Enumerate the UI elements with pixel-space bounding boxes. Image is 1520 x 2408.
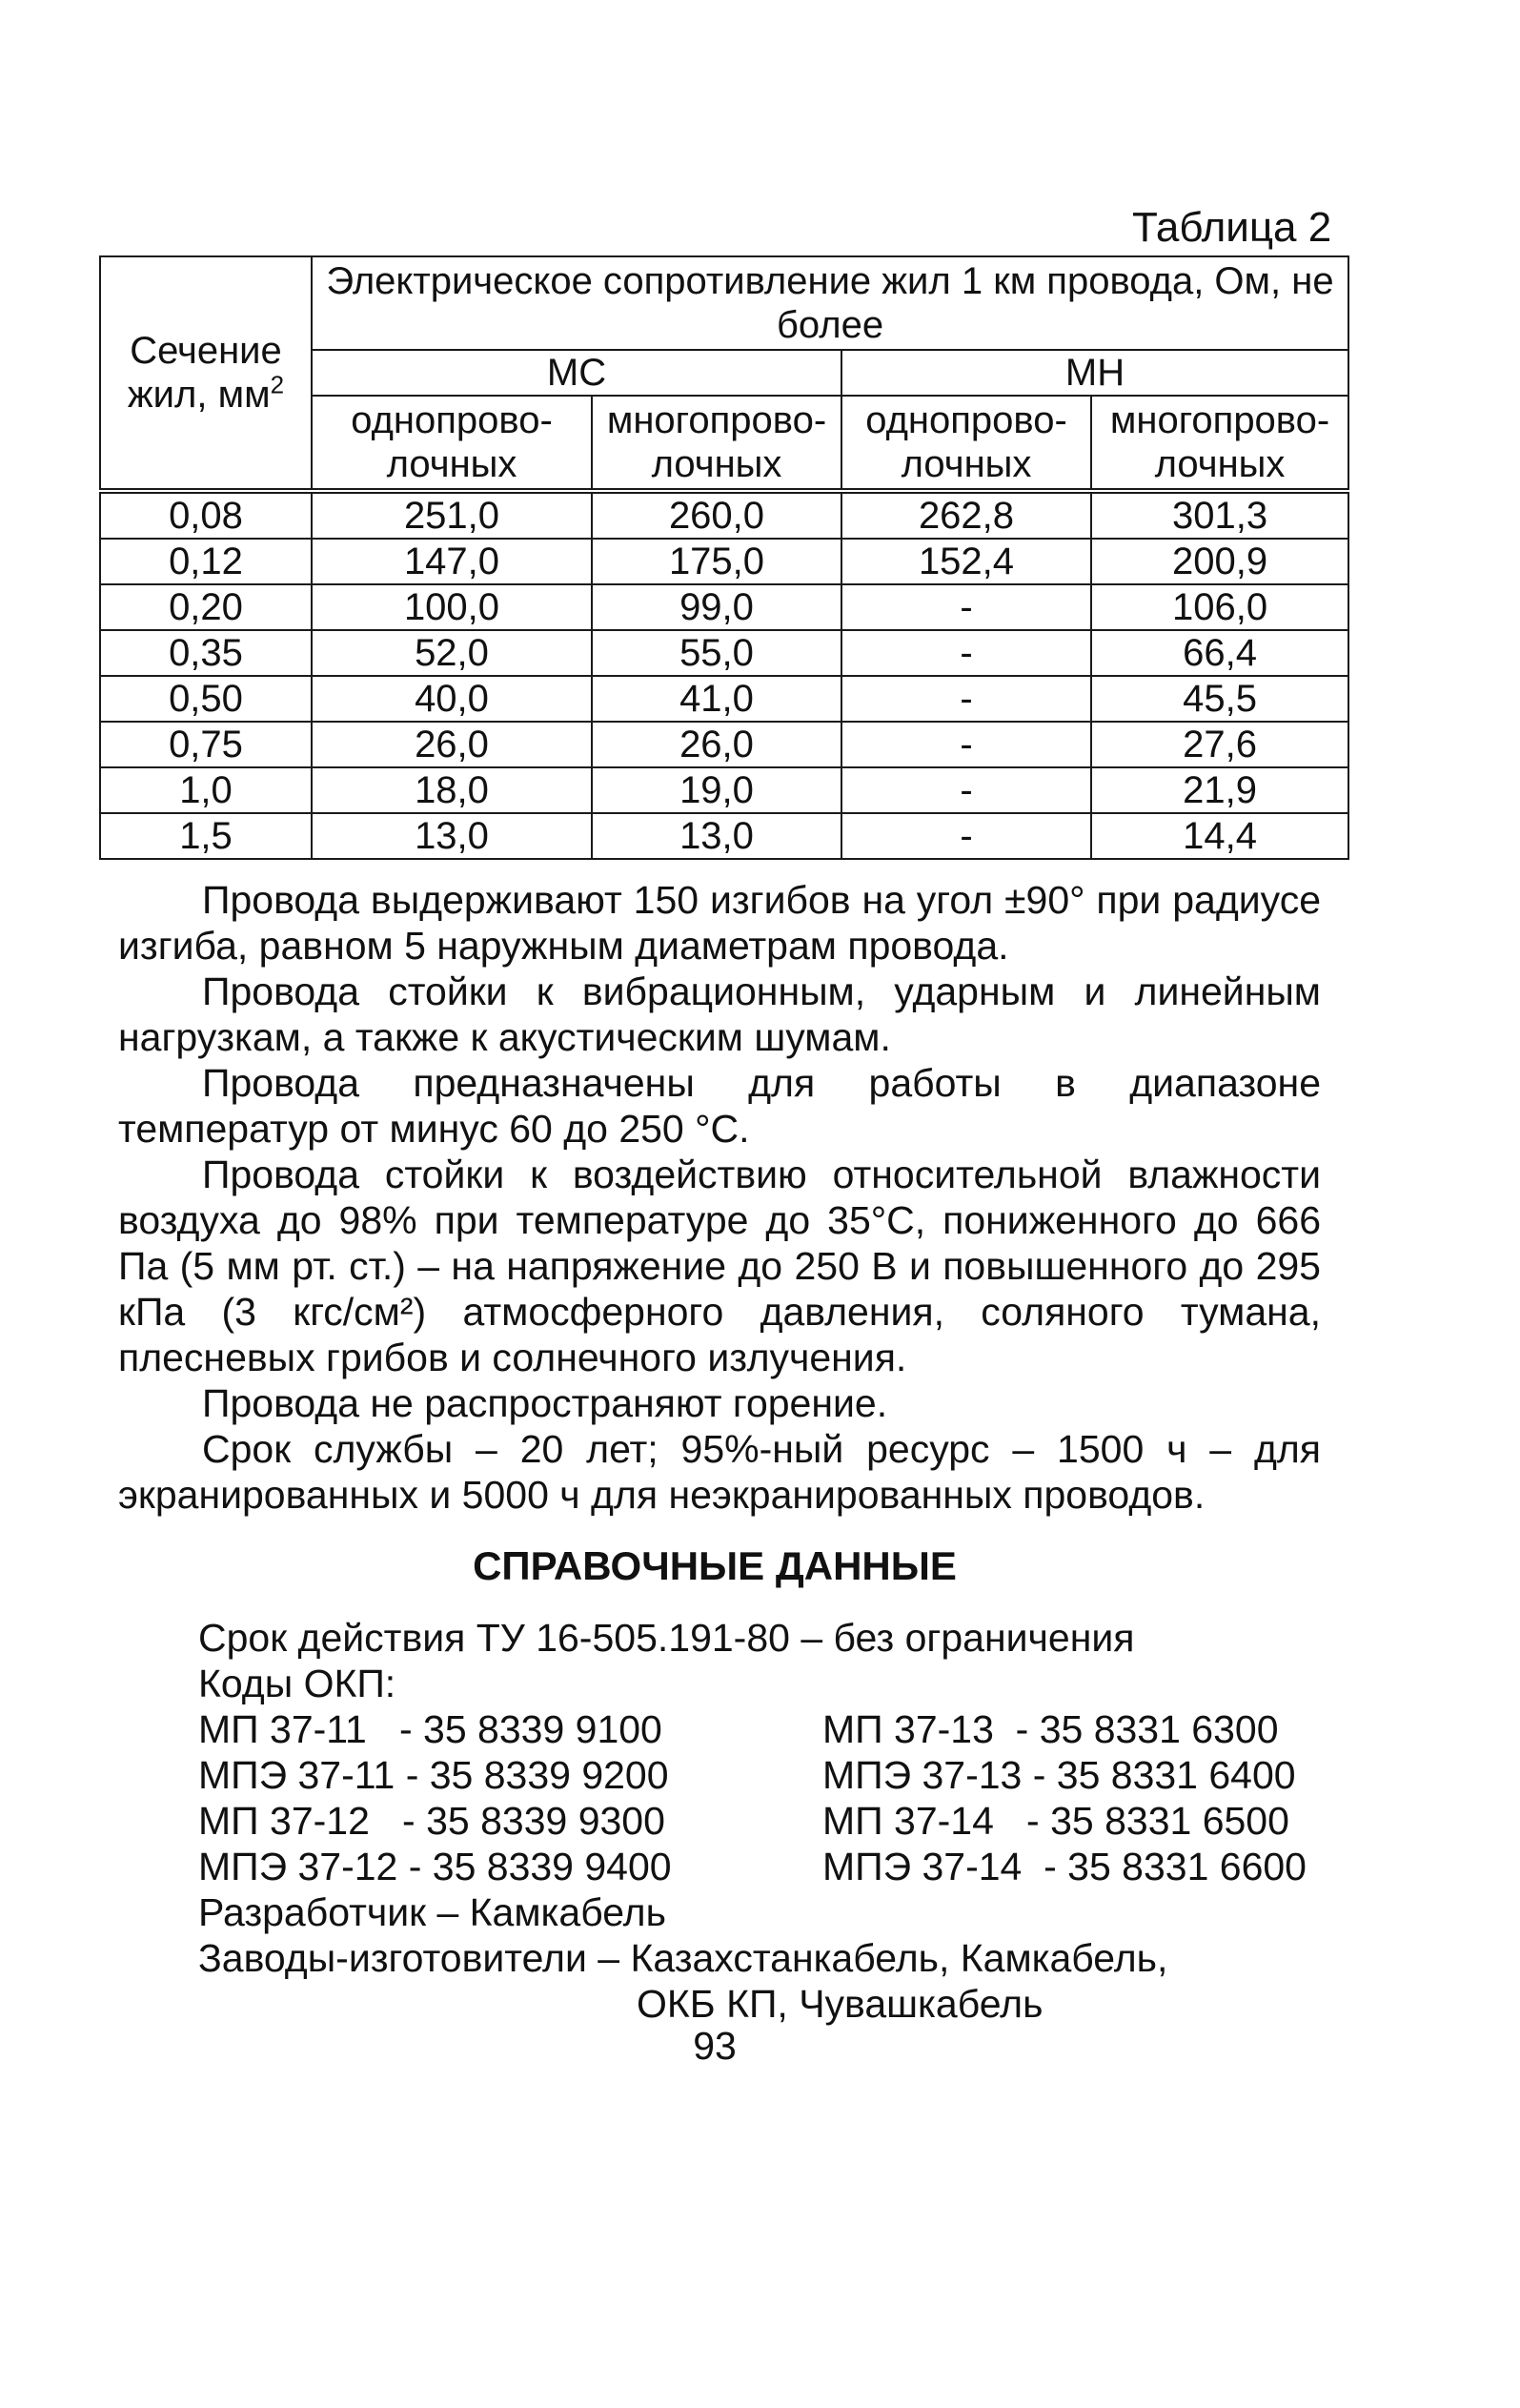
table-cell: 21,9 (1091, 767, 1348, 813)
resistance-table (99, 255, 1349, 860)
okp-code: МПЭ 37-11 - 35 8339 9200 (198, 1753, 669, 1797)
plants-line-continued: ОКБ КП, Чувашкабель (637, 1982, 1044, 2026)
paragraph: Провода предназначены для работы в диапазоне температур от минус 60 до 250 °С. (118, 1061, 1321, 1151)
okp-code: МПЭ 37-14 - 35 8331 6600 (822, 1845, 1307, 1888)
table-cell: 0,50 (100, 676, 312, 722)
header-group-ms: МС (312, 350, 841, 396)
table-cell: 18,0 (312, 767, 592, 813)
okp-code: МП 37-11 - 35 8339 9100 (198, 1707, 662, 1751)
table-row (100, 584, 1348, 630)
table-row (100, 491, 1348, 539)
okp-codes (198, 1706, 1342, 1889)
okp-code: МП 37-14 - 35 8331 6500 (822, 1799, 1289, 1843)
reference-heading: СПРАВОЧНЫЕ ДАННЫЕ (473, 1543, 957, 1588)
table-cell: 13,0 (592, 813, 841, 859)
table-cell: 1,0 (100, 767, 312, 813)
table-row (100, 630, 1348, 676)
table-cell: 45,5 (1091, 676, 1348, 722)
paragraph: Провода стойки к воздействию относительной влажности воздуха до 98% при температуре до 35°С, пониженного до 666 Па (5 мм рт. ст.) – на напряжение до 250 В и повышенного до 295 кПа (3 кгс/см²) атмосферного давления, соляного тумана, плесневых грибов и солнечного излучения. (118, 1153, 1321, 1379)
header-subcolumn: однопрово-лочных (841, 396, 1091, 491)
table-cell: 66,4 (1091, 630, 1348, 676)
table-cell: - (841, 813, 1091, 859)
table-cell: 175,0 (592, 539, 841, 584)
table-cell: - (841, 584, 1091, 630)
header-section-sup: 2 (270, 370, 285, 399)
paragraph: Срок службы – 20 лет; 95%-ный ресурс – 1500 ч – для экранированных и 5000 ч для неэкранированных проводов. (118, 1427, 1321, 1517)
table-cell: 0,35 (100, 630, 312, 676)
table-cell: 1,5 (100, 813, 312, 859)
table-row (100, 767, 1348, 813)
table-row (100, 539, 1348, 584)
table-cell: 0,12 (100, 539, 312, 584)
table-cell: - (841, 722, 1091, 767)
table-cell: 40,0 (312, 676, 592, 722)
developer-line: Разработчик – Камкабель (198, 1890, 666, 1934)
table-cell: 0,08 (100, 491, 312, 539)
okp-code: МП 37-13 - 35 8331 6300 (822, 1707, 1279, 1751)
table-cell: 41,0 (592, 676, 841, 722)
table-cell: 100,0 (312, 584, 592, 630)
table-cell: 19,0 (592, 767, 841, 813)
okp-code: МПЭ 37-13 - 35 8331 6400 (822, 1753, 1296, 1797)
paragraph: Провода не распространяют горение. (202, 1381, 888, 1425)
table-cell: 52,0 (312, 630, 592, 676)
table-cell: - (841, 676, 1091, 722)
table-cell: 13,0 (312, 813, 592, 859)
header-group-mn: МН (841, 350, 1348, 396)
table-cell: 0,20 (100, 584, 312, 630)
okp-code: МПЭ 37-12 - 35 8339 9400 (198, 1845, 672, 1888)
table-cell: 26,0 (592, 722, 841, 767)
table-cell: 106,0 (1091, 584, 1348, 630)
table-cell: 200,9 (1091, 539, 1348, 584)
table-cell: 152,4 (841, 539, 1091, 584)
okp-code: МП 37-12 - 35 8339 9300 (198, 1799, 665, 1843)
table-caption: Таблица 2 (1132, 204, 1332, 251)
table-row (100, 813, 1348, 859)
header-subcolumn: многопрово-лочных (592, 396, 841, 491)
paragraph: Провода выдерживают 150 изгибов на угол ±90° при радиусе изгиба, равном 5 наружным диаметрам провода. (118, 878, 1321, 968)
table-cell: 27,6 (1091, 722, 1348, 767)
table-cell: 262,8 (841, 491, 1091, 539)
okp-label: Коды ОКП: (198, 1662, 396, 1705)
table-cell: 0,75 (100, 722, 312, 767)
table-cell: 14,4 (1091, 813, 1348, 859)
table-cell: 147,0 (312, 539, 592, 584)
header-subcolumn: однопрово-лочных (312, 396, 592, 491)
table-cell: 99,0 (592, 584, 841, 630)
header-section-label: Сечение жил, мм (127, 330, 282, 416)
table-row (100, 676, 1348, 722)
table-cell: 55,0 (592, 630, 841, 676)
table-row (100, 722, 1348, 767)
header-section (100, 256, 312, 491)
reference-block (198, 1615, 1342, 2027)
header-subcolumn: многопрово-лочных (1091, 396, 1348, 491)
table-cell: 251,0 (312, 491, 592, 539)
table-cell: 26,0 (312, 722, 592, 767)
table-cell: 301,3 (1091, 491, 1348, 539)
plants-line: Заводы-изготовители – Казахстанкабель, Камкабель, (198, 1936, 1168, 1980)
body-text (118, 877, 1321, 1518)
table-cell: - (841, 767, 1091, 813)
page-number: 93 (693, 2024, 737, 2068)
paragraph: Провода стойки к вибрационным, ударным и линейным нагрузкам, а также к акустическим шумам. (118, 969, 1321, 1059)
validity-line: Срок действия ТУ 16-505.191-80 – без ограничения (198, 1616, 1135, 1660)
table-cell: 260,0 (592, 491, 841, 539)
header-resistance: Электрическое сопротивление жил 1 км провода, Ом, не более (312, 256, 1348, 350)
table-cell: - (841, 630, 1091, 676)
